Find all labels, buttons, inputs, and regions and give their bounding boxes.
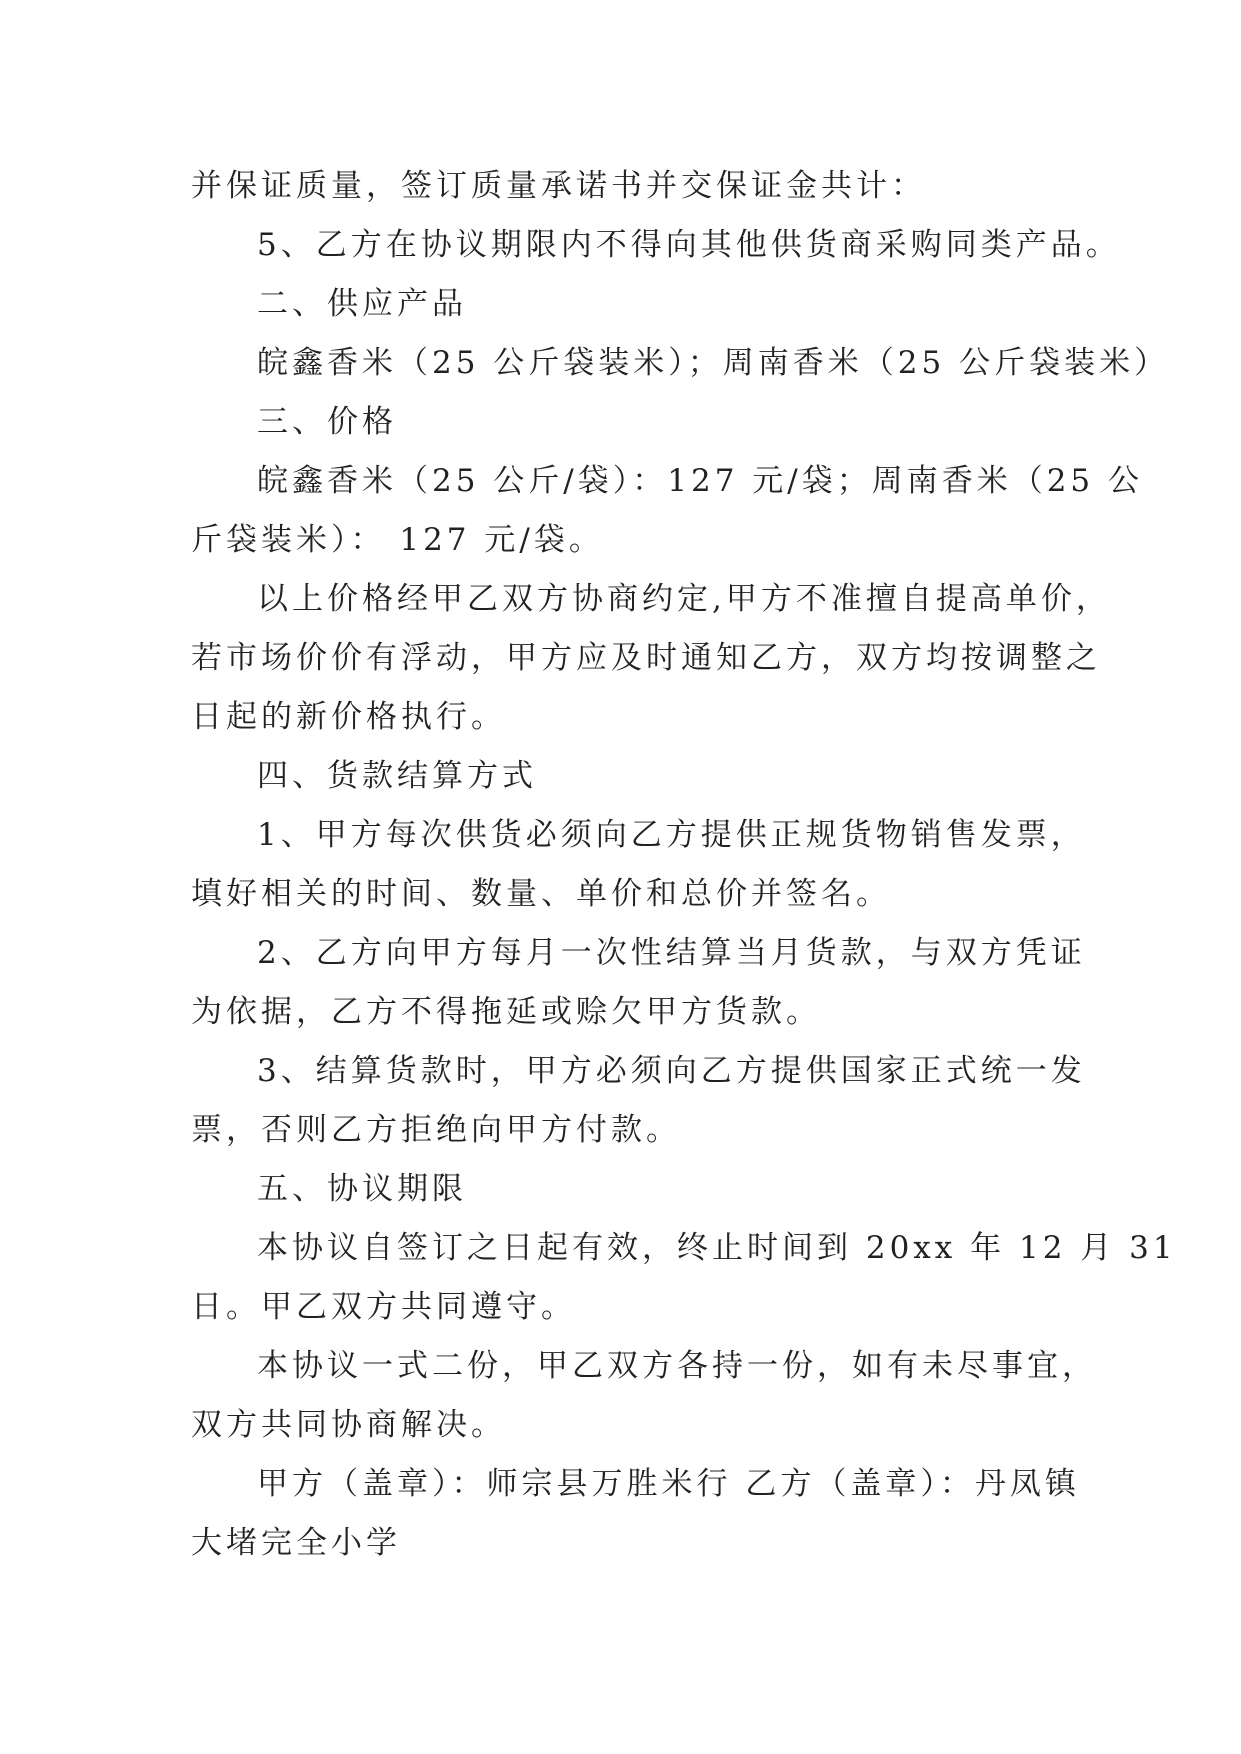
text-line: 本协议一式二份，甲乙双方各持一份，如有未尽事宜， (257, 1348, 1097, 1384)
section-heading: 五、协议期限 (257, 1171, 467, 1207)
signature-line: 甲方（盖章）：师宗县万胜米行 乙方（盖章）：丹凤镇 (257, 1466, 1080, 1502)
signature-line: 大堵完全小学 (191, 1525, 401, 1561)
text-line: 2、乙方向甲方每月一次性结算当月货款，与双方凭证 (257, 935, 1086, 971)
text-line: 日。甲乙双方共同遵守。 (191, 1289, 576, 1325)
text-line: 本协议自签订之日起有效，终止时间到 20xx 年 12 月 31 (257, 1230, 1177, 1266)
text-line: 日起的新价格执行。 (191, 699, 506, 735)
text-line: 3、结算货款时，甲方必须向乙方提供国家正式统一发 (257, 1053, 1086, 1089)
document-body (191, 157, 1177, 1573)
text-line: 5、乙方在协议期限内不得向其他供货商采购同类产品。 (257, 227, 1121, 263)
text-line: 并保证质量，签订质量承诺书并交保证金共计： (191, 168, 926, 204)
text-line: 双方共同协商解决。 (191, 1407, 506, 1443)
text-line: 以上价格经甲乙双方协商约定,甲方不准擅自提高单价， (257, 581, 1111, 617)
text-line: 皖鑫香米（25 公斤/袋）：127 元/袋；周南香米（25 公 (257, 463, 1144, 499)
text-line: 1、甲方每次供货必须向乙方提供正规货物销售发票， (257, 817, 1086, 853)
section-heading: 三、价格 (257, 404, 397, 440)
text-line: 若市场价价有浮动，甲方应及时通知乙方，双方均按调整之 (191, 640, 1101, 676)
text-line: 斤袋装米）： 127 元/袋。 (191, 522, 604, 558)
section-heading: 四、货款结算方式 (257, 758, 537, 794)
text-line: 填好相关的时间、数量、单价和总价并签名。 (191, 876, 891, 912)
section-heading: 二、供应产品 (257, 286, 467, 322)
text-line: 为依据，乙方不得拖延或赊欠甲方货款。 (191, 994, 821, 1030)
text-line: 皖鑫香米（25 公斤袋装米）；周南香米（25 公斤袋装米） (257, 345, 1170, 381)
text-line: 票，否则乙方拒绝向甲方付款。 (191, 1112, 681, 1148)
